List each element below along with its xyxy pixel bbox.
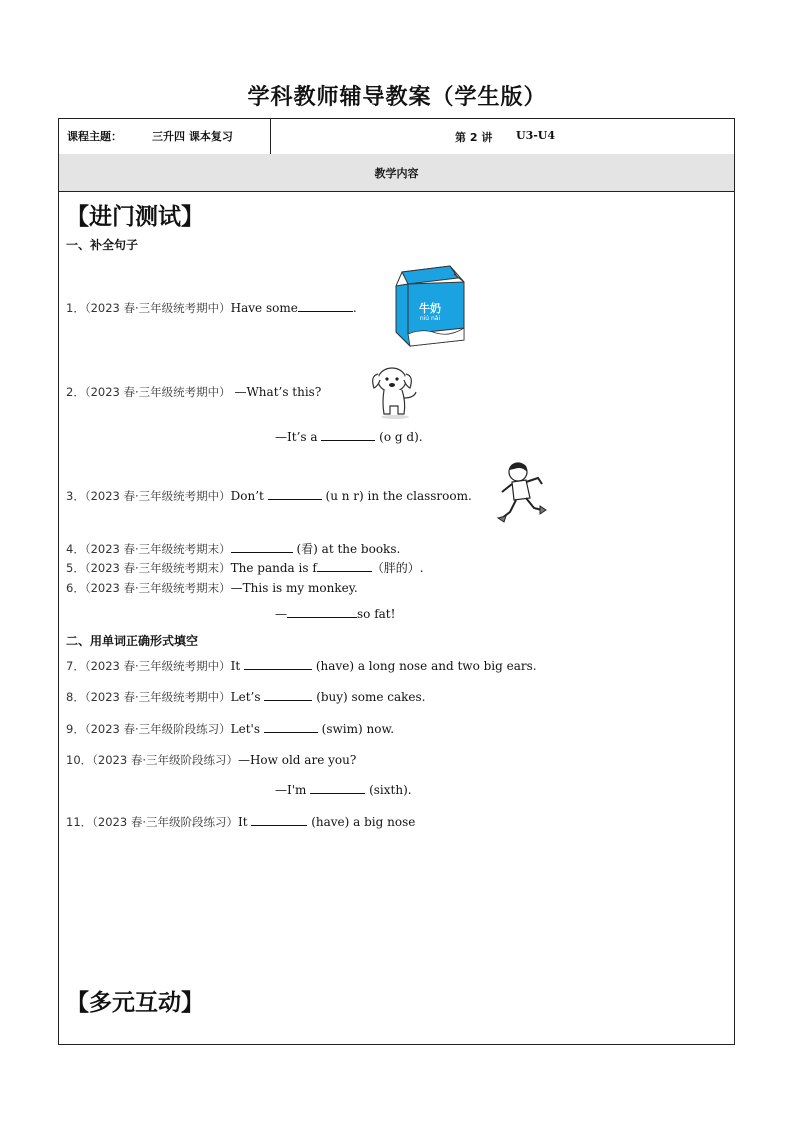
milk-label: 牛奶 (419, 302, 441, 315)
answer-blank[interactable] (251, 815, 307, 826)
question-text: Let's (230, 722, 261, 736)
question-source: （2023 春·三年级统考期末） (84, 581, 231, 595)
question-number: 2． (66, 385, 85, 399)
question-source: （2023 春·三年级统考期末） (84, 561, 231, 575)
question-text-end: (sixth). (369, 783, 412, 797)
question-text: Don’t (230, 489, 264, 503)
question-text: —What’s this? (230, 385, 322, 399)
answer-blank[interactable] (264, 722, 318, 733)
question-text: Have some (230, 301, 298, 315)
question-2 (66, 384, 321, 400)
question-text: It (237, 815, 248, 829)
question-text-end: (看) at the books. (296, 542, 401, 556)
question-source: （2023 春·三年级统考期中） (84, 489, 231, 503)
answer-blank[interactable] (310, 783, 365, 794)
question-3 (66, 488, 472, 504)
question-text-end: (have) a big nose (311, 815, 416, 829)
question-9 (66, 721, 394, 737)
lecture-number: 第 2 讲 (455, 131, 493, 144)
question-number: 7． (66, 659, 85, 673)
question-source: （2023 春·三年级统考期中） (84, 690, 231, 704)
milk-pinyin: niú nǎi (419, 315, 441, 322)
question-6 (66, 580, 358, 596)
question-1 (66, 300, 357, 316)
answer-blank[interactable] (321, 430, 375, 441)
question-text-end: (o g d). (379, 430, 423, 444)
question-2-answer (275, 430, 423, 444)
header-row (59, 119, 734, 155)
question-8 (66, 689, 425, 705)
part1-title: 一、补全句子 (66, 238, 139, 252)
answer-blank[interactable] (287, 607, 357, 618)
topic-label: 课程主题： (67, 130, 122, 143)
question-source: （2023 春·三年级阶段练习） (84, 722, 231, 736)
question-text: It (230, 659, 241, 673)
question-10-answer (275, 783, 412, 797)
question-source: （2023 春·三年级统考期中） (84, 659, 231, 673)
question-source: （2023 春·三年级统考期中） (84, 385, 231, 399)
answer-blank[interactable] (244, 659, 312, 670)
question-text: —How old are you? (237, 753, 357, 767)
question-text: —This is my monkey. (230, 581, 358, 595)
question-source: （2023 春·三年级阶段练习） (92, 815, 238, 829)
question-text-end: (swim) now. (321, 722, 395, 736)
question-text: Let’s (230, 690, 261, 704)
unit-range: U3-U4 (516, 129, 556, 142)
question-6-answer (275, 607, 395, 621)
interaction-heading: 【多元互动】 (66, 990, 204, 1016)
question-text: The panda is f (230, 561, 317, 575)
question-source: （2023 春·三年级阶段练习） (92, 753, 238, 767)
question-number: 4． (66, 542, 85, 556)
question-number: 1． (66, 301, 85, 315)
question-number: 8． (66, 690, 85, 704)
content-label: 教学内容 (374, 167, 419, 180)
question-number: 3． (66, 489, 85, 503)
question-number: 10． (66, 753, 93, 767)
question-number: 6． (66, 581, 85, 595)
question-11 (66, 814, 415, 830)
running-boy-image (496, 460, 548, 532)
question-number: 9． (66, 722, 85, 736)
question-source: （2023 春·三年级统考期中） (84, 301, 231, 315)
part2-title: 二、用单词正确形式填空 (66, 634, 199, 648)
answer-blank[interactable] (298, 301, 353, 312)
question-text-end: (buy) some cakes. (316, 690, 426, 704)
question-text-end: . (352, 301, 357, 315)
page-title: 学科教师辅导教案（学生版） (247, 85, 547, 110)
question-text-end: (u n r) in the classroom. (325, 489, 472, 503)
topic-value: 三升四 课本复习 (152, 130, 233, 143)
milk-carton-image (392, 262, 468, 352)
question-number: 11． (66, 815, 93, 829)
question-10 (66, 752, 356, 768)
question-text-end: so fat! (357, 607, 396, 621)
question-text: — (275, 607, 287, 621)
question-number: 5． (66, 561, 85, 575)
question-7 (66, 658, 537, 674)
question-source: （2023 春·三年级统考期末） (84, 542, 231, 556)
content-header-row (59, 154, 734, 192)
question-text-end: (have) a long nose and two big ears. (315, 659, 537, 673)
question-5 (66, 559, 424, 576)
topic-cell (59, 119, 271, 154)
question-text: —I'm (275, 783, 307, 797)
answer-blank[interactable] (264, 690, 312, 701)
answer-blank[interactable] (268, 489, 322, 500)
entrance-test-heading: 【进门测试】 (66, 204, 204, 230)
answer-blank[interactable] (231, 542, 293, 553)
question-text: —It’s a (275, 430, 318, 444)
lecture-cell (271, 119, 734, 154)
question-4 (66, 540, 400, 557)
dog-image (368, 362, 422, 424)
answer-blank[interactable] (317, 561, 372, 572)
question-text-end: （胖的）. (371, 561, 424, 575)
